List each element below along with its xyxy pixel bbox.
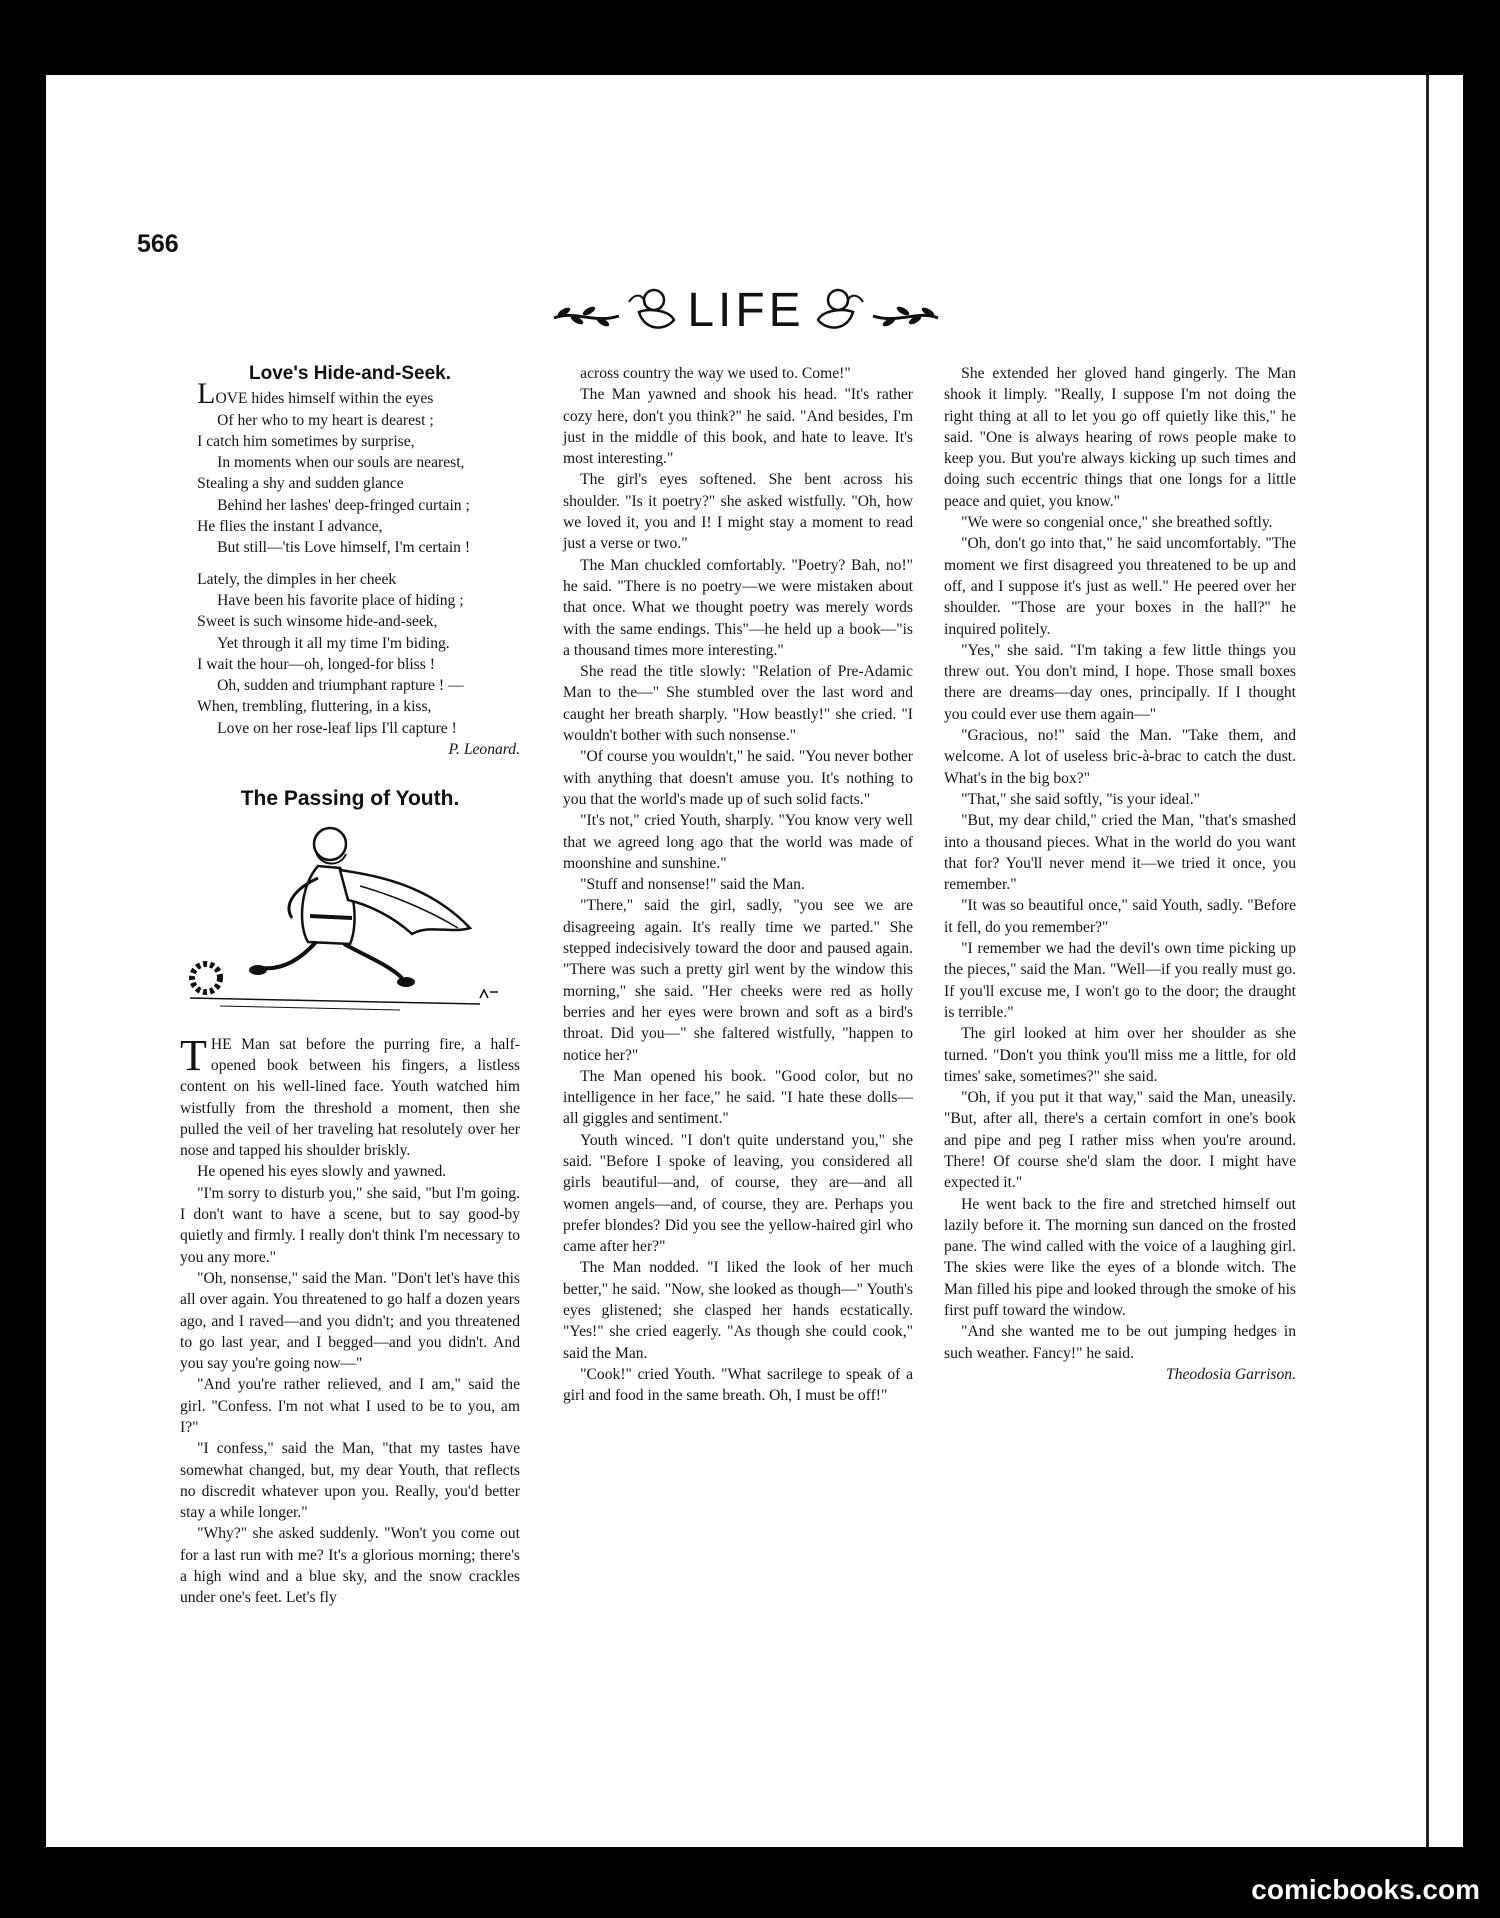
poem-line: LOVE hides himself within the eyes [197, 377, 434, 411]
poem-line: I wait the hour—oh, longed-for bliss ! [197, 655, 435, 673]
cherub-garland-right-icon [813, 280, 943, 340]
poem-stanza-1 [180, 377, 520, 558]
story-paragraph: "I'm sorry to disturb you," she said, "but I'm going. I don't want to have a scene, but to say good-by quietly and firmly. I really don't think I'm necessary to you any more." [180, 1184, 520, 1266]
story-paragraph: The Man opened his book. "Good color, but no intelligence in her face," he said. "I hate these dolls—all giggles and sentiment." [563, 1067, 913, 1128]
story-paragraph: "It was so beautiful once," said Youth, sadly. "Before it fell, do you remember?" [944, 897, 1296, 936]
story-column-2-text [563, 363, 913, 1407]
story-paragraph: "Stuff and nonsense!" said the Man. [580, 876, 805, 894]
column-1 [180, 363, 520, 1609]
poem-line: Love on her rose-leaf lips I'll capture ! [217, 719, 457, 737]
story-column-1-text [180, 1030, 520, 1609]
masthead [516, 275, 976, 345]
story-paragraph: "Oh, nonsense," said the Man. "Don't let's have this all over again. You threatened to go half a dozen years ago, and I raved—and you didn't; and you threatened to go last year, and I begged—and you didn't. And you say you're going now—" [180, 1269, 520, 1373]
story-paragraph: She extended her gloved hand gingerly. The Man shook it limply. "Really, I suppose I'm not doing the right thing at all to let you go off quietly like this," he said. "One is always hearing of rows people make to keep you. But you're always kicking up such times and doing such eccentric things that one longs for a little peace and quiet, you know." [944, 365, 1296, 510]
drop-cap: T [180, 1030, 207, 1080]
story-paragraph: The girl looked at him over her shoulder as she turned. "Don't you think you'll miss me a little, for old times' sake, sometimes?" she said. [944, 1025, 1296, 1085]
adjacent-page-edge [1426, 75, 1463, 1847]
story-paragraph: "We were so congenial once," she breathed softly. [961, 514, 1273, 532]
story-paragraph: "Oh, if you put it that way," said the Man, uneasily. "But, after all, there's a certain comfort in one's book and pipe and peg I rather miss when you're around. There! Of course she'd slam the door. I might have expected it." [944, 1089, 1296, 1192]
story-paragraph: "Gracious, no!" said the Man. "Take them, and welcome. A lot of useless bric-à-brac to catch the dust. What's in the big box?" [944, 727, 1296, 787]
story-paragraph: Youth winced. "I don't quite understand you," she said. "Before I spoke of leaving, you considered all girls beautiful—and, of course, they are—and all women angels—and, of course, they are. Perhaps you prefer blondes? Did you see the yellow-haired girl who came after her?" [563, 1131, 913, 1256]
poem-line: I catch him sometimes by surprise, [197, 432, 415, 450]
story-column-3-text [944, 363, 1296, 1321]
story-paragraph: He went back to the fire and stretched himself out lazily before it. The morning sun danced on the frosted pane. The wind called with the voice of a laughing girl. The skies were like the eyes of a blonde witch. The Man filled his pipe and looked through the smoke of his first puff toward the window. [944, 1195, 1296, 1320]
poem-line: But still—'tis Love himself, I'm certain ! [217, 539, 471, 557]
story-paragraph: "Why?" she asked suddenly. "Won't you come out for a last run with me? It's a glorious morning; there's a high wind and a blue sky, and the snow crackles under one's feet. Let's fly [180, 1525, 520, 1607]
story-paragraph: "Yes," she said. "I'm taking a few little things you threw out. You don't mind, I hope. Those small boxes there are dreams—day ones, principally. If I thought you could ever use them again—" [944, 641, 1296, 723]
story-title: The Passing of Youth. [240, 787, 460, 811]
story-paragraph: "Of course you wouldn't," he said. "You never bother with anything that doesn't amuse you. It's nothing to you that the world's made up of such solid facts." [563, 748, 913, 808]
poem-line: Have been his favorite place of hiding ; [217, 591, 464, 609]
story-author: Theodosia Garrison. [1166, 1365, 1296, 1383]
poem-line: He flies the instant I advance, [197, 518, 383, 536]
poem-author: P. Leonard. [448, 741, 520, 759]
story-paragraph [180, 1030, 520, 1162]
poem-line: In moments when our souls are nearest, [217, 454, 465, 472]
story-paragraph-text: HE Man sat before the purring fire, a half-opened book between his fingers, a listless content on his well-lined face. Youth watched him wistfully from the threshold a moment, then she pulled the veil of her traveling hat resolutely over her nose and tapped his shoulder briskly. [180, 1035, 520, 1160]
story-paragraph: "That," she said softly, "is your ideal." [961, 790, 1200, 808]
story-paragraph: "It's not," cried Youth, sharply. "You know very well that we agreed long ago that the world was made of moonshine and sunshine." [563, 812, 913, 872]
story-paragraph: The Man yawned and shook his head. "It's rather cozy here, don't you think?" he said. "And besides, I'm just in the middle of this book, and hate to leave. It's most interesting." [563, 386, 913, 468]
story-paragraph: The Man chuckled comfortably. "Poetry? Bah, no!" he said. "There is no poetry—we were mistaken about that once. What we thought poetry was merely words with the same endings. This"—he held up a book—"is a thousand times more interesting." [563, 556, 913, 659]
column-2 [563, 363, 913, 1407]
poem-stanza-2 [180, 569, 520, 739]
poem-line: Yet through it all my time I'm biding. [217, 634, 450, 652]
page-number: 566 [137, 230, 179, 258]
story-paragraph: "I confess," said the Man, "that my tastes have somewhat changed, but, my dear Youth, that reflects no discredit whatever upon you. Really, you'd better stay a while longer." [180, 1440, 520, 1522]
story-paragraph: across country the way we used to. Come!" [580, 365, 851, 382]
column-3 [944, 363, 1296, 1385]
story-paragraph: The girl's eyes softened. She bent across his shoulder. "Is it poetry?" she asked wistfully. "Oh, how we loved it, you and I! I might stay a moment to read just a verse or two." [563, 471, 913, 553]
stanza-gap [180, 559, 520, 569]
poem-line: Lately, the dimples in her cheek [197, 570, 397, 588]
poem-title: Love's Hide-and-Seek. [249, 363, 451, 384]
poem-line: When, trembling, fluttering, in a kiss, [197, 698, 432, 716]
poem-line: Sweet is such winsome hide-and-seek, [197, 613, 438, 631]
poem-line: Oh, sudden and triumphant rapture ! — [217, 677, 464, 695]
story-paragraph: The Man nodded. "I liked the look of her much better," he said. "Now, she looked as though—" Youth's eyes glistened; she clasped her hands ecstatically. "Yes!" she cried eagerly. "As though she could cook," said the Man. [563, 1259, 913, 1362]
poem-line: Of her who to my heart is dearest ; [217, 411, 434, 429]
watermark: comicbooks.com [1251, 1874, 1480, 1905]
story-paragraph: "I remember we had the devil's own time picking up the pieces," said the Man. "Well—if you really must go. If you'll excuse me, I won't go to the door; the draught is terrible." [944, 940, 1296, 1021]
poem-line: Behind her lashes' deep-fringed curtain ; [217, 496, 470, 514]
story-paragraph: "Cook!" cried Youth. "What sacrilege to speak of a girl and food in the same breath. Oh, I must be off!" [563, 1365, 913, 1405]
story-paragraph: She read the title slowly: "Relation of Pre-Adamic Man to the—" She stumbled over the last word and caught her breath sharply. "How beastly!" she cried. "I wouldn't bother with such nonsense." [563, 663, 913, 745]
story-signature [944, 1364, 1296, 1385]
cherub-garland-left-icon [549, 280, 679, 340]
story-paragraph: "There," said the girl, sadly, "you see we are disagreeing again. It's really time we parted." She stepped indecisively toward the door and paused again. "There was such a pretty girl went by the window this morning," she said. "Her cheeks were red as holly berries and her eyes were brown and soft as a bird's throat. Did you—" she faltered wistfully, "happen to notice her?" [563, 897, 913, 1064]
story-paragraph: "But, my dear child," cried the Man, "that's smashed into a thousand pieces. What in the world do you want that for? You'll never mend it—we tried it once, you remember." [944, 812, 1296, 894]
story-paragraph: "Oh, don't go into that," he said uncomfortably. "The moment we first disagreed you threatened to be up and off, and I suppose it's just as well." He peered over her shoulder. "Those are your boxes in the hall?" he inquired politely. [944, 535, 1296, 638]
story-paragraph: "And you're rather relieved, and I am," said the girl. "Confess. I'm not what I used to be to you, am I?" [180, 1376, 520, 1436]
magazine-page [46, 75, 1426, 1847]
story-paragraph: He opened his eyes slowly and yawned. [197, 1163, 447, 1181]
running-man-wreath-illustration [180, 816, 520, 1028]
closing-line: "And she wanted me to be out jumping hedges in such weather. Fancy!" he said. [944, 1323, 1296, 1362]
masthead-title: LIFE [687, 283, 805, 337]
poem-line: Stealing a shy and sudden glance [197, 475, 404, 493]
